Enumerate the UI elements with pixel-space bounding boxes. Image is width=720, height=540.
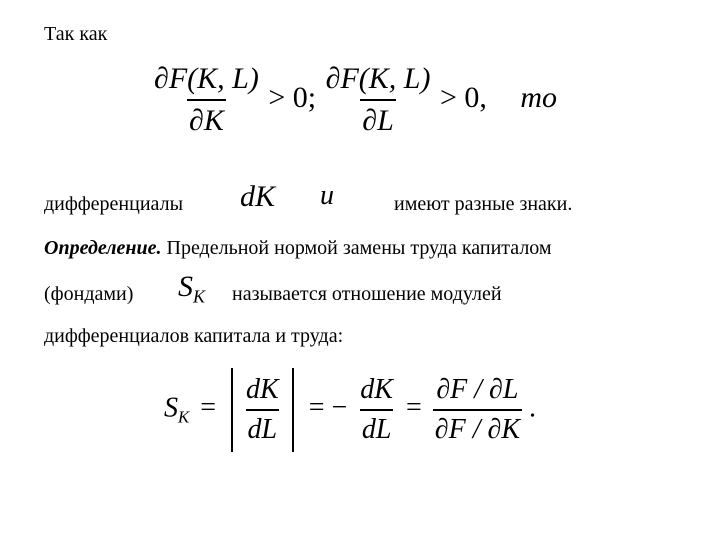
- equals-1: =: [200, 392, 216, 424]
- formula-period: .: [529, 392, 536, 424]
- fraction-partials: $\frac{\partial F / \partial L}{\partial F / \partial K}$: [434, 374, 520, 445]
- differentials-suffix: имеют разные знаки.: [394, 193, 573, 215]
- definition-term: Определение.: [44, 237, 162, 259]
- equals-2: =: [405, 392, 422, 424]
- greater-than-zero-2: > 0,: [439, 80, 487, 114]
- fraction-dK-dL-abs: $\frac{dK}{dL}$: [246, 374, 279, 445]
- K-subscript: K: [178, 407, 190, 427]
- funds-prefix: (фондами): [44, 283, 134, 305]
- abs-right-bar: [292, 368, 294, 452]
- and-word: и: [320, 180, 334, 211]
- differentials-prefix: дифференциалы: [44, 193, 184, 215]
- fraction-dK-dL: $\frac{dK}{dL}$: [360, 374, 393, 445]
- equals-minus: = −: [308, 392, 348, 424]
- SK-symbol: $S_K$: [178, 270, 206, 307]
- definition-line: [44, 236, 552, 260]
- marginal-rate-formula: [164, 368, 536, 452]
- S-symbol: S: [164, 392, 178, 424]
- greater-than-zero-1: > 0;: [268, 80, 317, 114]
- intro-text: Так как: [44, 23, 108, 45]
- funds-suffix: называется отношение модулей: [232, 283, 502, 305]
- fraction-dF-dL: $\frac{\partial F(K, L)}{\partial L}$: [325, 62, 431, 137]
- abs-left-bar: [231, 368, 233, 452]
- then-word: то: [520, 80, 558, 114]
- partial-derivatives-formula: [152, 62, 557, 138]
- dK-symbol: dK: [240, 180, 276, 213]
- fraction-dF-dK: $\frac{\partial F(K, L)}{\partial K}$: [154, 62, 259, 137]
- definition-text: Предельной нормой замены труда капиталом: [161, 237, 552, 259]
- differentials-of-capital-text: дифференциалов капитала и труда:: [44, 325, 344, 347]
